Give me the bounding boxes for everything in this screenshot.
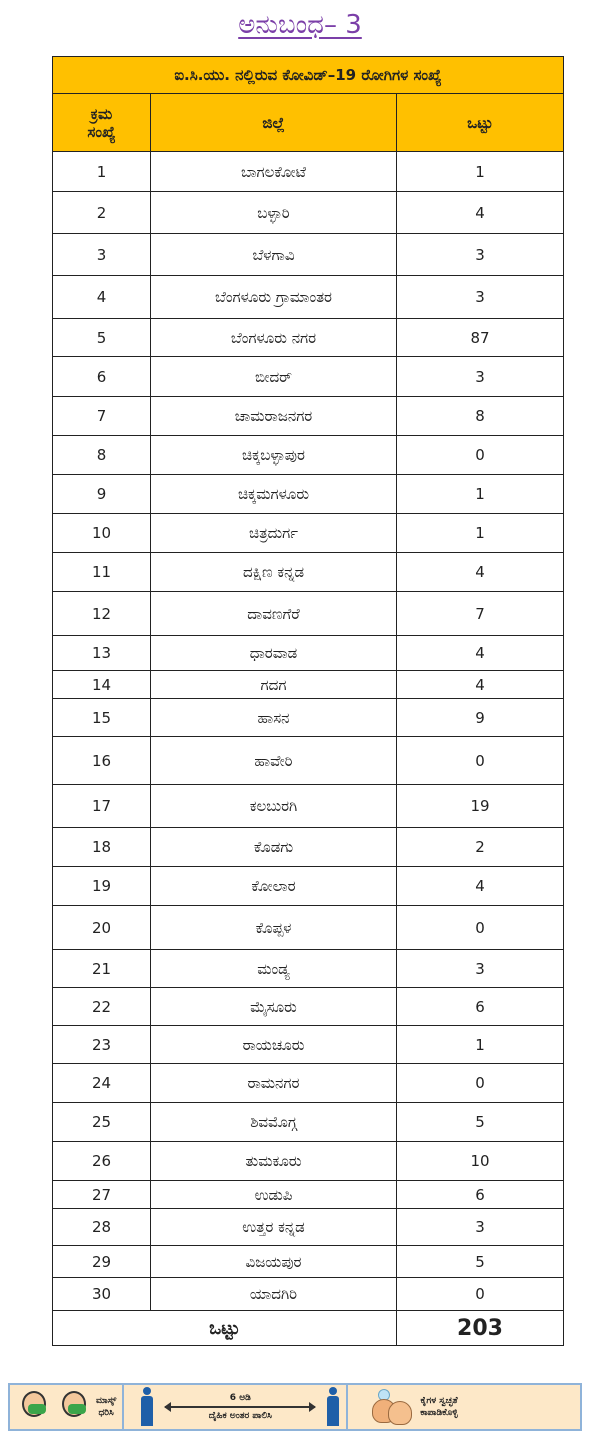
total-cell: 0 [397,906,564,950]
table-row [53,636,564,671]
table-row [53,1209,564,1246]
total-cell: 4 [397,671,564,699]
district-cell: ಯಾದಗಿರಿ [151,1278,397,1311]
total-cell: 0 [397,1064,564,1103]
sl-cell: 1 [53,152,151,192]
hand-wash-icon [368,1389,414,1425]
district-cell: ಬೆಳಗಾವಿ [151,234,397,276]
district-cell: ಚಿತ್ರದುರ್ಗ [151,514,397,553]
table-row [53,397,564,436]
total-cell: 3 [397,357,564,397]
total-cell: 87 [397,319,564,357]
mask-line2: ಧರಿಸಿ [98,1408,114,1418]
sl-cell: 21 [53,950,151,988]
table-row [53,1181,564,1209]
table-row [53,475,564,514]
total-cell: 4 [397,192,564,234]
sl-cell: 24 [53,1064,151,1103]
total-cell: 3 [397,276,564,319]
masked-face-icon [16,1389,50,1425]
district-cell: ದಾವಣಗೆರೆ [151,592,397,636]
total-cell: 1 [397,1026,564,1064]
total-value: 203 [397,1311,564,1346]
total-cell: 9 [397,699,564,737]
table-row [53,276,564,319]
sl-cell: 29 [53,1246,151,1278]
hands-line1: ಕೈಗಳ ಸ್ವಚ್ಛತೆ [420,1396,458,1406]
table-row [53,1142,564,1181]
table-row [53,671,564,699]
distance-top-text: 6 ಅಡಿ [229,1393,251,1403]
table-row [53,553,564,592]
total-row [53,1311,564,1346]
table-row [53,950,564,988]
table-row [53,828,564,867]
total-cell: 6 [397,1181,564,1209]
hands-line2: ಕಾಪಾಡಿಕೊಳ್ಳಿ [420,1408,458,1418]
header-sl-no [53,94,151,152]
total-cell: 7 [397,592,564,636]
header-district: ಜಿಲ್ಲೆ [151,94,397,152]
header-sl-line1: ಕ್ರಮ [90,104,113,123]
total-cell: 0 [397,436,564,475]
sl-cell: 6 [53,357,151,397]
district-cell: ಬೀದರ್ [151,357,397,397]
district-cell: ಬೆಂಗಳೂರು ಗ್ರಾಮಾಂತರ [151,276,397,319]
sl-cell: 25 [53,1103,151,1142]
total-cell: 1 [397,152,564,192]
handwash-section [346,1385,463,1429]
total-cell: 3 [397,950,564,988]
district-cell: ಹಾವೇರಿ [151,737,397,785]
total-cell: 2 [397,828,564,867]
district-cell: ಉಡುಪಿ [151,1181,397,1209]
district-cell: ಶಿವಮೊಗ್ಗ [151,1103,397,1142]
district-cell: ಕೋಲಾರ [151,867,397,906]
sl-cell: 14 [53,671,151,699]
icu-patients-table [52,56,564,1346]
district-cell: ಮೈಸೂರು [151,988,397,1026]
district-cell: ಚಿಕ್ಕಬಳ್ಳಾಪುರ [151,436,397,475]
sl-cell: 2 [53,192,151,234]
district-cell: ರಾಯಚೂರು [151,1026,397,1064]
district-cell: ಕೊಪ್ಪಳ [151,906,397,950]
distance-bottom-text: ದೈಹಿಕ ಅಂತರ ಪಾಲಿಸಿ [208,1411,272,1421]
sl-cell: 16 [53,737,151,785]
district-cell: ಕಲಬುರಗಿ [151,785,397,828]
sl-cell: 4 [53,276,151,319]
total-cell: 4 [397,636,564,671]
total-cell: 5 [397,1246,564,1278]
total-cell: 19 [397,785,564,828]
table-row [53,514,564,553]
total-cell: 1 [397,475,564,514]
sl-cell: 27 [53,1181,151,1209]
table-row [53,988,564,1026]
masked-face-icon [56,1389,90,1425]
district-cell: ಉತ್ತರ ಕನ್ನಡ [151,1209,397,1246]
total-cell: 3 [397,234,564,276]
table-row [53,1103,564,1142]
table-row [53,234,564,276]
sl-cell: 28 [53,1209,151,1246]
district-cell: ಮಂಡ್ಯ [151,950,397,988]
sl-cell: 3 [53,234,151,276]
district-cell: ಚಾಮರಾಜನಗರ [151,397,397,436]
header-sl-line2: ಸಂಖ್ಯೆ [87,122,116,141]
total-cell: 8 [397,397,564,436]
district-cell: ಬಾಗಲಕೋಟೆ [151,152,397,192]
table-row [53,192,564,234]
mask-text [90,1395,122,1419]
total-cell: 3 [397,1209,564,1246]
total-cell: 5 [397,1103,564,1142]
sl-cell: 23 [53,1026,151,1064]
table-row [53,1064,564,1103]
distance-section [122,1385,346,1429]
district-cell: ತುಮಕೂರು [151,1142,397,1181]
table-row [53,699,564,737]
table-row [53,436,564,475]
total-cell: 6 [397,988,564,1026]
table-row [53,785,564,828]
district-cell: ಚಿಕ್ಕಮಗಳೂರು [151,475,397,514]
sl-cell: 7 [53,397,151,436]
total-cell: 1 [397,514,564,553]
total-label: ಒಟ್ಟು [53,1311,397,1346]
district-cell: ಹಾಸನ [151,699,397,737]
sl-cell: 26 [53,1142,151,1181]
table-title-row [53,57,564,94]
hands-text [414,1395,463,1419]
district-cell: ಕೊಡಗು [151,828,397,867]
district-cell: ಗದಗ [151,671,397,699]
table-row [53,737,564,785]
sl-cell: 20 [53,906,151,950]
table-row [53,152,564,192]
sl-cell: 10 [53,514,151,553]
safety-banner [8,1383,582,1431]
sl-cell: 11 [53,553,151,592]
sl-cell: 8 [53,436,151,475]
district-cell: ಬೆಂಗಳೂರು ನಗರ [151,319,397,357]
sl-cell: 17 [53,785,151,828]
total-cell: 0 [397,1278,564,1311]
distance-indicator [160,1393,320,1421]
person-icon [326,1387,340,1427]
person-icon [140,1387,154,1427]
table-row [53,1278,564,1311]
sl-cell: 12 [53,592,151,636]
table-row [53,319,564,357]
sl-cell: 5 [53,319,151,357]
sl-cell: 18 [53,828,151,867]
total-cell: 10 [397,1142,564,1181]
table-row [53,357,564,397]
district-cell: ವಿಜಯಪುರ [151,1246,397,1278]
district-cell: ಬಳ್ಳಾರಿ [151,192,397,234]
table-row [53,1246,564,1278]
sl-cell: 9 [53,475,151,514]
mask-line1: ಮಾಸ್ಕ್ [96,1396,117,1406]
page-title: ಅನುಬಂಧ– 3 [238,10,362,40]
mask-section [10,1385,122,1429]
district-cell: ದಕ್ಷಿಣ ಕನ್ನಡ [151,553,397,592]
sl-cell: 22 [53,988,151,1026]
sl-cell: 13 [53,636,151,671]
header-total: ಒಟ್ಟು [397,94,564,152]
district-cell: ಧಾರವಾಡ [151,636,397,671]
table-title: ಐ.ಸಿ.ಯು. ನಲ್ಲಿರುವ ಕೋವಿಡ್–19 ರೋಗಿಗಳ ಸಂಖ್ಯೆ [53,57,564,94]
sl-cell: 30 [53,1278,151,1311]
table-row [53,592,564,636]
table-row [53,906,564,950]
distance-arrow-icon [165,1406,315,1408]
sl-cell: 15 [53,699,151,737]
total-cell: 4 [397,867,564,906]
total-cell: 4 [397,553,564,592]
table-row [53,867,564,906]
table-row [53,1026,564,1064]
district-cell: ರಾಮನಗರ [151,1064,397,1103]
table-header-row [53,94,564,152]
total-cell: 0 [397,737,564,785]
sl-cell: 19 [53,867,151,906]
